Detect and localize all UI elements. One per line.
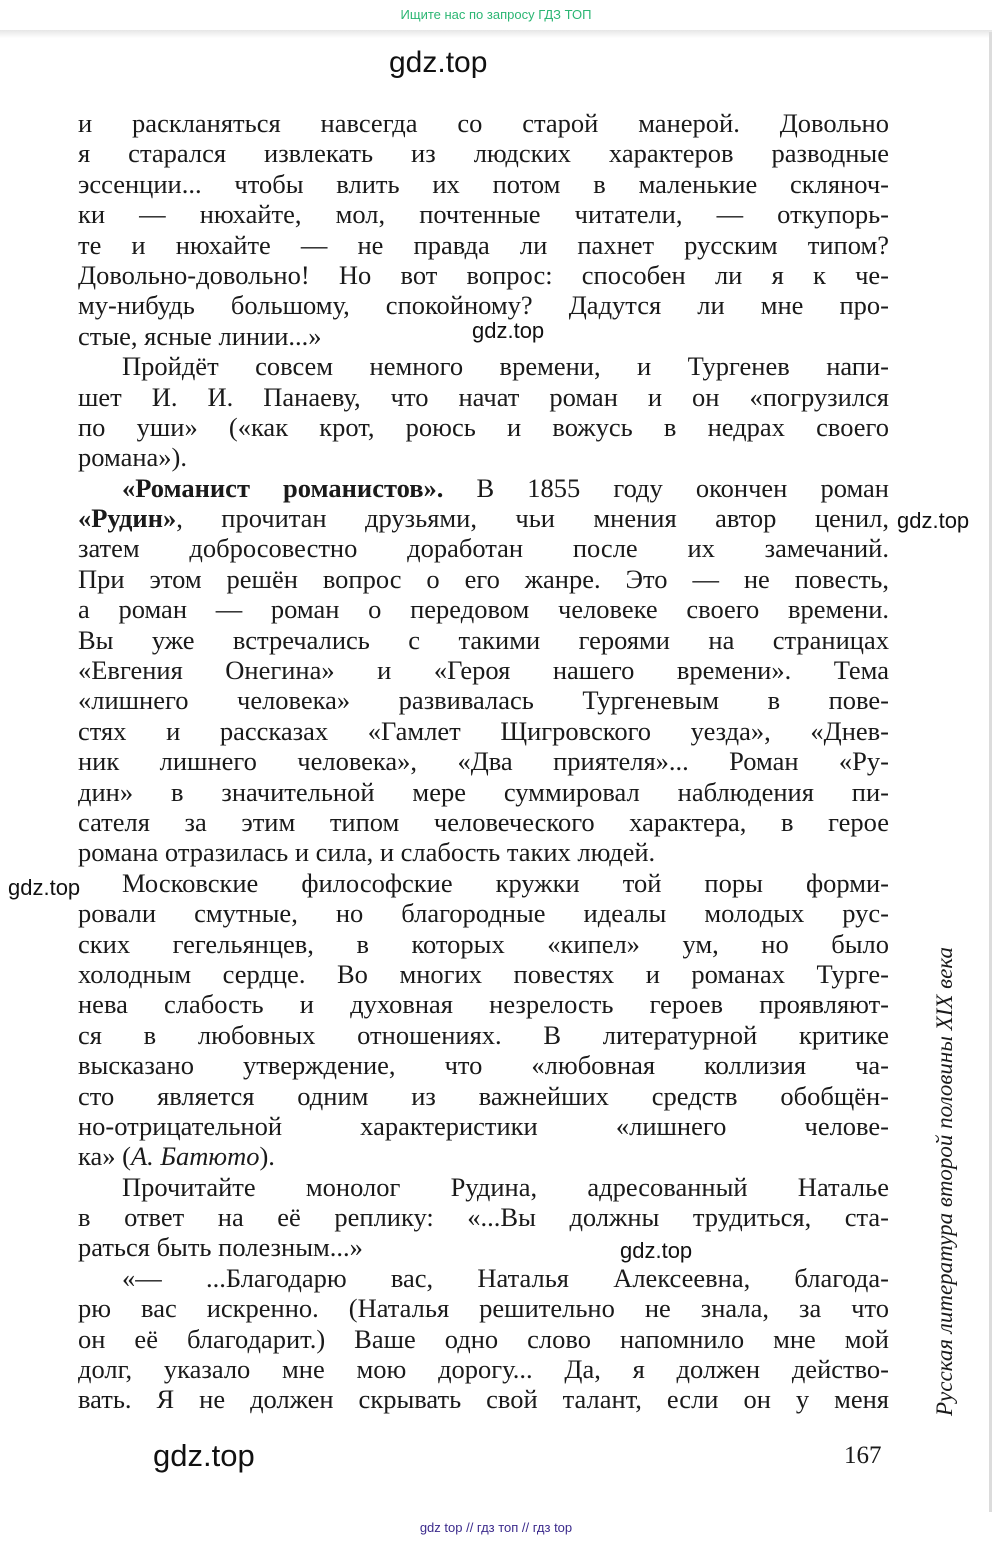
text-line: шет И. И. Панаеву, что начат роман и он «погрузился xyxy=(78,381,889,412)
text-line: «— ...Благодарю вас, Наталья Алексеевна, благода- xyxy=(122,1262,889,1293)
page-number: 167 xyxy=(844,1442,882,1469)
text-line: ник лишнего человека», «Два приятеля»... Роман «Ру- xyxy=(78,746,889,777)
watermark: gdz.top xyxy=(472,318,545,343)
page-text xyxy=(78,108,889,1415)
section-heading: «Романист романистов». xyxy=(122,472,444,503)
text-line: дин» в значительной мере суммировал наблюдения пи- xyxy=(78,776,889,807)
text-line: стые, ясные линии...» xyxy=(78,320,322,351)
text-line: затем добросовестно доработан после их замечаний. xyxy=(78,533,889,564)
text-line: романа отразилась и сила, и слабость таких людей. xyxy=(78,837,656,868)
text-line: «лишнего человека» развивалась Тургеневым в пове- xyxy=(78,685,889,716)
text-line: холодным сердце. Во многих повестях и романах Турге- xyxy=(78,958,889,989)
text-line: Пройдёт совсем немного времени, и Тургенев напи- xyxy=(122,351,889,382)
text-line: сто является одним из важнейших средств обобщён- xyxy=(78,1080,889,1111)
watermark-footer: gdz.top xyxy=(153,1438,255,1473)
text-line: «Евгения Онегина» и «Героя нашего времени». Тема xyxy=(78,655,889,686)
text-line: а роман — роман о передовом человеке своего времени. xyxy=(78,594,889,625)
text-line: я старался извлекать из людских характеров разводные xyxy=(78,138,889,169)
text-line: Московские философские кружки той поры форми- xyxy=(122,867,889,898)
text-line xyxy=(78,1141,889,1171)
text-fragment: ). xyxy=(259,1141,275,1172)
text-line: раться быть полезным...» xyxy=(78,1232,363,1263)
text-line: ровали смутные, но благородные идеалы молодых рус- xyxy=(78,898,889,929)
text-line: но-отрицательной характеристики «лишнего челове- xyxy=(78,1110,889,1141)
text-line: Прочитайте монолог Рудина, адресованный Наталье xyxy=(122,1171,889,1202)
footer-links[interactable]: gdz top // гдз топ // гдз top xyxy=(419,1520,573,1535)
watermark-header: gdz.top xyxy=(389,46,488,79)
citation-author: А. Батюто xyxy=(130,1141,260,1172)
text-line: му-нибудь большому, спокойному? Дадутся ли мне про- xyxy=(78,290,889,321)
watermark: gdz.top xyxy=(897,508,970,533)
text-line: ских гегельянцев, в которых «кипел» ум, но было xyxy=(78,928,889,959)
banner-divider xyxy=(0,30,992,38)
text-line: эссенции... чтобы влить их потом в маленькие скляноч- xyxy=(78,168,889,199)
text-line: ся в любовных отношениях. В литературной критике xyxy=(78,1019,889,1050)
text-line: те и нюхайте — не правда ли пахнет русским типом? xyxy=(78,229,889,260)
text-line: долг, указало мне мою дорогу... Да, я должен действо- xyxy=(78,1354,889,1385)
text-line: высказано утверждение, что «любовная коллизия ча- xyxy=(78,1050,889,1081)
watermark: gdz.top xyxy=(8,875,81,900)
text-line: сателя за этим типом человеческого характера, в герое xyxy=(78,806,889,837)
text-line: он её благодарит.) Ваше одно слово напомнило мне мой xyxy=(78,1323,889,1354)
text-line xyxy=(78,473,889,503)
text-line: Довольно-довольно! Но вот вопрос: способен ли я к че- xyxy=(78,259,889,290)
text-line: нева слабость и духовная незрелость героев проявляют- xyxy=(78,989,889,1020)
text-line: и раскланяться навсегда со старой манерой. Довольно xyxy=(78,108,889,138)
watermark: gdz.top xyxy=(620,1238,693,1263)
section-sidebar-title: Русская литература второй половины XIX века xyxy=(932,946,957,1416)
text-line: ки — нюхайте, мол, почтенные читатели, — откупорь- xyxy=(78,199,889,230)
text-fragment: ка» ( xyxy=(78,1141,131,1172)
text-line: в ответ на её реплику: «...Вы должны трудиться, ста- xyxy=(78,1202,889,1233)
text-line: по уши» («как крот, роюсь и вожусь в недрах своего xyxy=(78,411,889,442)
text-line: стях и рассказах «Гамлет Щигровского уезда», «Днев- xyxy=(78,715,889,746)
text-line: Вы уже встречались с такими героями на страницах xyxy=(78,624,889,655)
text-line: При этом решён вопрос о его жанре. Это — не повесть, xyxy=(78,563,889,594)
novel-title: «Рудин» xyxy=(78,503,177,534)
top-banner[interactable]: Ищите нас по запросу ГДЗ ТОП xyxy=(400,7,592,22)
text-fragment: , прочитан друзьями, чьи мнения автор ценил, xyxy=(176,503,889,534)
text-line: романа»). xyxy=(78,442,187,473)
text-line: вать. Я не должен скрывать свой талант, если он у меня xyxy=(78,1384,889,1415)
text-fragment: В 1855 году окончен роман xyxy=(443,472,889,503)
text-line: рю вас искренно. (Наталья решительно не знала, за что xyxy=(78,1293,889,1324)
text-line xyxy=(78,503,889,533)
